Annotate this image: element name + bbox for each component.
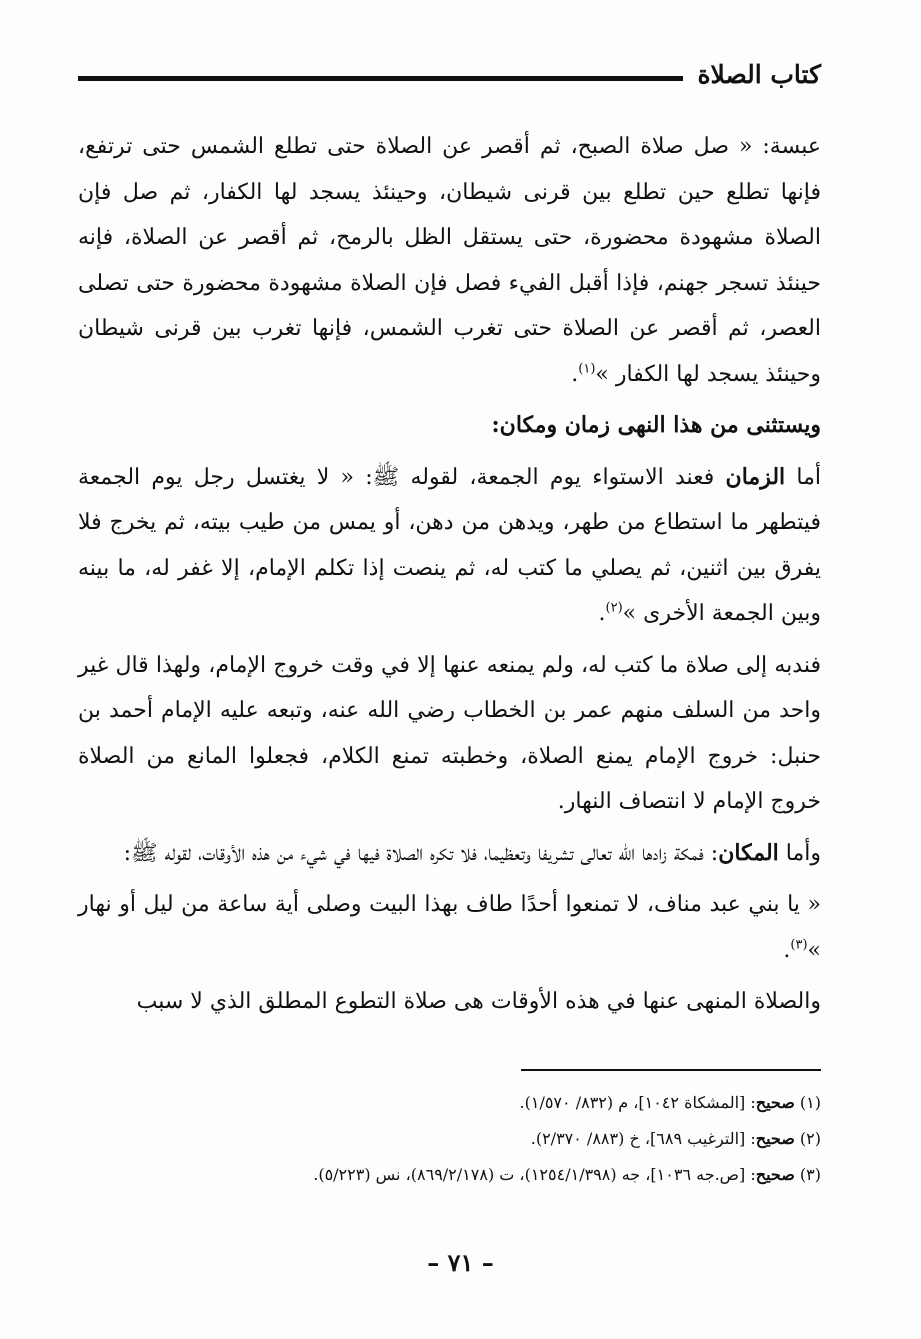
footnote-grade: صحيح [755, 1128, 795, 1148]
footnote-grade: صحيح [755, 1164, 795, 1184]
footnote-number: (٢) [799, 1128, 821, 1148]
header-rule [78, 76, 683, 81]
footnote-ref-3: (٣) [790, 937, 808, 953]
paragraph-hadith-times [78, 124, 821, 397]
running-title: كتاب الصلاة [697, 59, 821, 89]
footnote-text: : [الترغيب ٦٨٩]، خ (٨٨٣/ ٢/٣٧٠). [530, 1128, 756, 1148]
paragraph-text: : فمكة زادها الله تعالى تشريفا وتعظيما، فلا تكره الصلاة فيها في شيء من هذه الأوقات، لقوله ﷺ: [123, 840, 719, 866]
paragraph-hadith-banu-abd-manaf [78, 882, 821, 973]
term-time: الزمان [725, 463, 786, 490]
paragraph-text: عبسة: « صل صلاة الصبح، ثم أقصر عن الصلاة حتى تطلع الشمس حتى ترتفع، فإنها تطلع حين تطلع بين قرنى شيطان، وحينئذ يسجد لها الكفار، ثم صل فإن الصلاة مشهودة محضورة، حتى يستقل الظل بالرمح، ثم أقصر عن الصلاة، فإنه حينئذ تسجر جهنم، فإذا أقبل الفيء فصل فإن الصلاة مشهودة محضورة حتى تصلى العصر، ثم أقصر عن الصلاة حتى تغرب الشمس، فإنها تغرب بين قرنى شيطان وحينئذ يسجد لها الكفار » [78, 134, 821, 387]
footnote-rule [521, 1069, 821, 1071]
paragraph-place-exception [78, 831, 821, 877]
footnote-text: : [المشكاة ١٠٤٢]، م (٨٣٢/ ١/٥٧٠). [519, 1092, 756, 1112]
footnote-grade: صحيح [755, 1092, 795, 1112]
page-header [78, 54, 821, 94]
footnote-text: : [ص.جه ١٠٣٦]، جه (١٢٥٤/١/٣٩٨)، ت (٨٦٩/٢/١٧٨)، نس (٥/٢٢٣). [313, 1164, 756, 1184]
footnote-ref-2: (٢) [605, 600, 623, 616]
page-number: – ٧١ – [427, 1248, 494, 1277]
paragraph-time-exception [78, 455, 821, 637]
paragraph-text: « يا بني عبد مناف، لا تمنعوا أحدًا طاف بهذا البيت وصلى أية ساعة من ليل أو نهار » [78, 892, 821, 963]
footnote-3 [78, 1157, 821, 1193]
paragraph-text: فعند الاستواء يوم الجمعة، لقوله ﷺ: « لا يغتسل رجل يوم الجمعة فيتطهر ما استطاع من طهر، ويدهن من دهن، أو يمس من طيب بيته، ثم يخرج فلا يفرق بين اثنين، ثم يصلي ما كتب له، ثم ينصت إذا تكلم الإمام، إلا غفر له، ما بينه وبين الجمعة الأخرى » [78, 464, 821, 626]
paragraph-lead: أما [785, 464, 821, 490]
paragraph-end: . [598, 601, 606, 626]
footnote-1 [78, 1085, 821, 1121]
section-heading: ويستثنى من هذا النهى زمان ومكان: [491, 412, 821, 438]
footnotes [78, 1085, 821, 1193]
footnote-number: (٣) [799, 1164, 821, 1184]
paragraph-end: . [783, 937, 791, 963]
paragraph-friday-explanation: فندبه إلى صلاة ما كتب له، ولم يمنعه عنها إلا في وقت خروج الإمام، ولهذا قال غير واحد من السلف منهم عمر بن الخطاب رضي الله عنه، وتبعه عليه الإمام أحمد بن حنبل: خروج الإمام يمنع الصلاة، وخطبته تمنع الكلام، فجعلوا المانع من الصلاة خروج الإمام لا انتصاف النهار. [78, 652, 821, 814]
paragraph-continuation: والصلاة المنهى عنها في هذه الأوقات هى صلاة التطوع المطلق الذي لا سبب [136, 989, 821, 1014]
paragraph-end: . [571, 361, 579, 387]
term-place: المكان [718, 839, 779, 866]
footnote-number: (١) [799, 1092, 821, 1112]
body-text [78, 124, 821, 1025]
footnote-ref-1: (١) [578, 361, 596, 377]
paragraph-lead: وأما [778, 840, 821, 866]
footnote-2 [78, 1121, 821, 1157]
